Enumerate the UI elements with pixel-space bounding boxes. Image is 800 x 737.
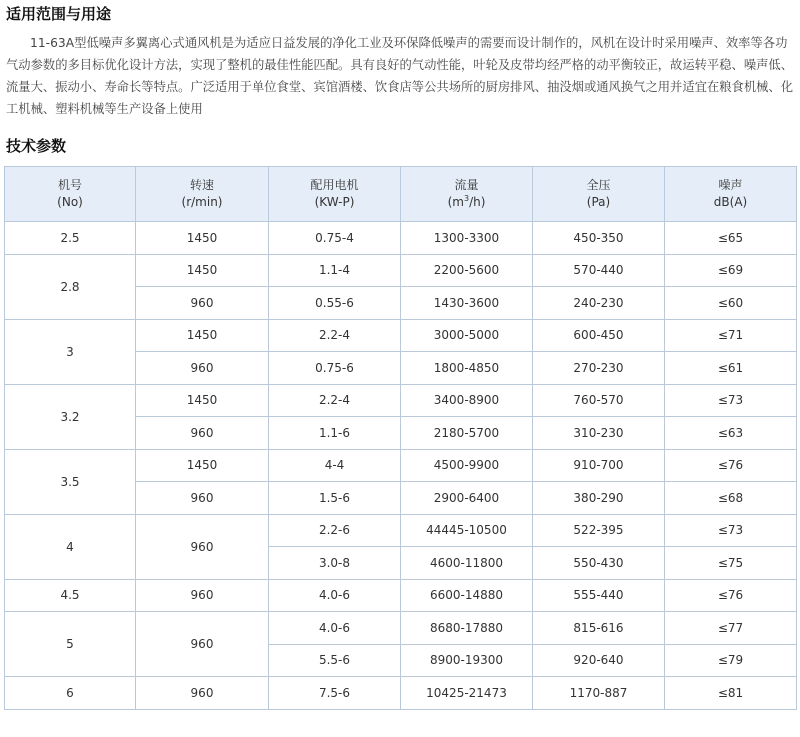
header-pressure — [533, 167, 665, 222]
cell-noise: ≤65 — [665, 222, 797, 255]
header-no — [5, 167, 136, 222]
spec-table-body — [5, 222, 797, 710]
cell-pressure: 555-440 — [533, 579, 665, 612]
cell-flow: 4600-11800 — [401, 547, 533, 580]
cell-motor: 5.5-6 — [269, 644, 401, 677]
cell-no: 4.5 — [5, 579, 136, 612]
cell-noise: ≤79 — [665, 644, 797, 677]
header-flow-unit-a: (m — [447, 195, 464, 209]
cell-motor: 4.0-6 — [269, 579, 401, 612]
cell-no: 5 — [5, 612, 136, 677]
header-flow-unit-sup: 3 — [463, 194, 470, 203]
cell-flow: 3400-8900 — [401, 384, 533, 417]
cell-speed: 1450 — [136, 254, 269, 287]
cell-noise: ≤61 — [665, 352, 797, 385]
cell-pressure: 522-395 — [533, 514, 665, 547]
cell-speed: 1450 — [136, 319, 269, 352]
header-flow-unit — [448, 195, 486, 209]
spec-table — [4, 166, 797, 710]
cell-noise: ≤60 — [665, 287, 797, 320]
cell-motor: 4.0-6 — [269, 612, 401, 645]
cell-noise: ≤77 — [665, 612, 797, 645]
header-noise — [665, 167, 797, 222]
cell-noise: ≤73 — [665, 384, 797, 417]
cell-motor: 1.1-4 — [269, 254, 401, 287]
cell-no: 6 — [5, 677, 136, 710]
cell-noise: ≤68 — [665, 482, 797, 515]
cell-no: 3 — [5, 319, 136, 384]
cell-speed: 960 — [136, 514, 269, 579]
header-motor — [269, 167, 401, 222]
cell-noise: ≤76 — [665, 579, 797, 612]
cell-pressure: 910-700 — [533, 449, 665, 482]
cell-noise: ≤76 — [665, 449, 797, 482]
section-title-specs: 技术参数 — [6, 137, 67, 155]
cell-flow: 8900-19300 — [401, 644, 533, 677]
cell-motor: 1.5-6 — [269, 482, 401, 515]
header-flow — [401, 167, 533, 222]
header-no-label: 机号 — [57, 178, 82, 192]
cell-flow: 3000-5000 — [401, 319, 533, 352]
cell-flow: 1800-4850 — [401, 352, 533, 385]
cell-pressure: 270-230 — [533, 352, 665, 385]
cell-motor: 0.75-6 — [269, 352, 401, 385]
cell-motor: 0.75-4 — [269, 222, 401, 255]
table-row — [5, 677, 797, 710]
cell-flow: 2180-5700 — [401, 417, 533, 450]
cell-flow: 1300-3300 — [401, 222, 533, 255]
header-pressure-unit: (Pa) — [586, 195, 611, 209]
header-row — [5, 167, 797, 222]
section-title-usage: 适用范围与用途 — [6, 5, 112, 23]
table-row — [5, 384, 797, 417]
cell-speed: 960 — [136, 352, 269, 385]
cell-motor: 2.2-4 — [269, 319, 401, 352]
header-motor-unit: (KW-P) — [314, 195, 355, 209]
cell-flow: 1430-3600 — [401, 287, 533, 320]
cell-motor: 2.2-4 — [269, 384, 401, 417]
cell-pressure: 815-616 — [533, 612, 665, 645]
cell-pressure: 450-350 — [533, 222, 665, 255]
cell-flow: 6600-14880 — [401, 579, 533, 612]
cell-motor: 7.5-6 — [269, 677, 401, 710]
table-row — [5, 579, 797, 612]
cell-no: 2.5 — [5, 222, 136, 255]
cell-flow: 2900-6400 — [401, 482, 533, 515]
usage-paragraph: 11-63A型低噪声多翼离心式通风机是为适应日益发展的净化工业及环保降低噪声的需要而设计制作的，风机在设计时采用噪声、效率等各功气动参数的多目标优化设计方法，实现了整机的最佳性能匹配。具有良好的气动性能，叶轮及皮带均经严格的动平衡较正，故运转平稳、噪声低、流量大、振动小、寿命长等特点。广泛适用于单位食堂、宾馆酒楼、饮食店等公共场所的厨房排风、抽没烟或通风换气之用并适宜在粮食机械、化工机械、塑料机械等生产设备上使用 — [6, 36, 794, 116]
cell-motor: 0.55-6 — [269, 287, 401, 320]
cell-flow: 8680-17880 — [401, 612, 533, 645]
cell-noise: ≤63 — [665, 417, 797, 450]
header-motor-label: 配用电机 — [310, 178, 359, 192]
header-pressure-label: 全压 — [586, 178, 611, 192]
table-row — [5, 319, 797, 352]
cell-speed: 960 — [136, 417, 269, 450]
header-noise-unit: dB(A) — [713, 195, 748, 209]
cell-no: 4 — [5, 514, 136, 579]
cell-pressure: 310-230 — [533, 417, 665, 450]
cell-flow: 10425-21473 — [401, 677, 533, 710]
cell-pressure: 240-230 — [533, 287, 665, 320]
header-flow-unit-b: /h) — [469, 195, 486, 209]
cell-flow: 44445-10500 — [401, 514, 533, 547]
cell-speed: 1450 — [136, 222, 269, 255]
header-speed — [136, 167, 269, 222]
cell-pressure: 550-430 — [533, 547, 665, 580]
cell-noise: ≤81 — [665, 677, 797, 710]
cell-speed: 1450 — [136, 384, 269, 417]
cell-speed: 960 — [136, 482, 269, 515]
header-speed-label: 转速 — [189, 178, 214, 192]
cell-noise: ≤75 — [665, 547, 797, 580]
header-noise-label: 噪声 — [718, 178, 743, 192]
cell-speed: 960 — [136, 677, 269, 710]
spec-table-header — [5, 167, 797, 222]
cell-noise: ≤71 — [665, 319, 797, 352]
usage-description — [6, 32, 796, 120]
cell-pressure: 760-570 — [533, 384, 665, 417]
table-row — [5, 514, 797, 547]
cell-speed: 1450 — [136, 449, 269, 482]
cell-speed: 960 — [136, 287, 269, 320]
table-row — [5, 449, 797, 482]
table-row — [5, 612, 797, 645]
table-row — [5, 222, 797, 255]
cell-pressure: 920-640 — [533, 644, 665, 677]
cell-speed: 960 — [136, 612, 269, 677]
cell-noise: ≤73 — [665, 514, 797, 547]
cell-pressure: 600-450 — [533, 319, 665, 352]
cell-noise: ≤69 — [665, 254, 797, 287]
cell-no: 3.5 — [5, 449, 136, 514]
header-no-unit: (No) — [57, 195, 83, 209]
table-row — [5, 254, 797, 287]
cell-pressure: 570-440 — [533, 254, 665, 287]
cell-no: 2.8 — [5, 254, 136, 319]
cell-speed: 960 — [136, 579, 269, 612]
cell-motor: 2.2-6 — [269, 514, 401, 547]
cell-pressure: 380-290 — [533, 482, 665, 515]
cell-flow: 4500-9900 — [401, 449, 533, 482]
cell-motor: 4-4 — [269, 449, 401, 482]
cell-pressure: 1170-887 — [533, 677, 665, 710]
cell-no: 3.2 — [5, 384, 136, 449]
cell-flow: 2200-5600 — [401, 254, 533, 287]
cell-motor: 1.1-6 — [269, 417, 401, 450]
header-flow-label: 流量 — [454, 178, 479, 192]
cell-motor: 3.0-8 — [269, 547, 401, 580]
header-speed-unit: (r/min) — [181, 195, 223, 209]
